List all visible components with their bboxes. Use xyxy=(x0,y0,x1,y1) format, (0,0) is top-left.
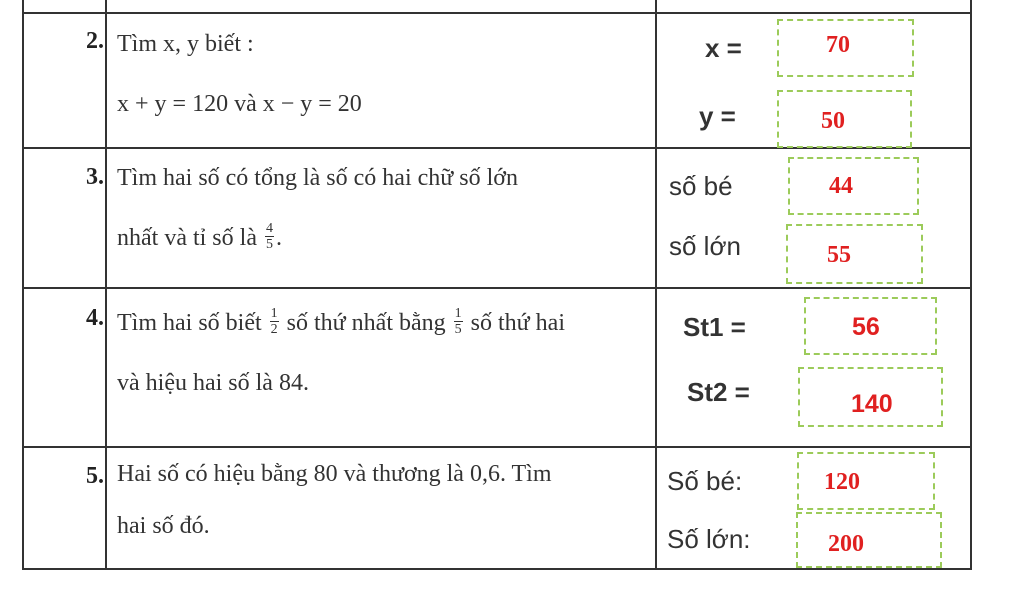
question-text xyxy=(117,14,647,134)
question-text xyxy=(117,448,647,552)
answer-value-small-number-2: 120 xyxy=(824,469,860,495)
question-segment: Tìm hai số biết xyxy=(117,310,262,336)
question-segment: số thứ hai xyxy=(470,310,565,336)
question-line: Hai số có hiệu bằng 80 và thương là 0,6. Tìm xyxy=(117,461,552,487)
answer-box-large-number[interactable] xyxy=(786,224,923,284)
answer-box-small-number-2[interactable] xyxy=(797,452,935,510)
question-number: 2. xyxy=(86,28,104,54)
fraction xyxy=(270,306,279,337)
answer-label-small-number: số bé xyxy=(669,171,733,201)
fraction-numerator: 4 xyxy=(265,220,273,236)
question-segment: số thứ nhất bằng xyxy=(286,310,446,336)
row-divider xyxy=(24,287,970,289)
answer-label-st2: St2 = xyxy=(687,377,750,407)
answer-value-large-number-2: 200 xyxy=(828,531,864,557)
answer-value-small-number: 44 xyxy=(829,173,853,199)
fraction xyxy=(454,306,463,337)
fraction-numerator: 1 xyxy=(454,305,462,321)
answer-value-x: 70 xyxy=(826,32,850,58)
fraction-denominator: 5 xyxy=(454,321,462,337)
fraction-numerator: 1 xyxy=(270,305,278,321)
question-line: Tìm hai số có tổng là số có hai chữ số lớn xyxy=(117,165,518,191)
question-line: hai số đó. xyxy=(117,513,210,539)
answer-label-y: y = xyxy=(699,101,736,131)
question-line: Tìm x, y biết : xyxy=(117,31,254,57)
fraction xyxy=(265,221,274,252)
question-segment: . xyxy=(275,225,282,251)
question-segment: nhất và tỉ số là xyxy=(117,225,257,251)
question-text xyxy=(117,148,647,268)
answer-value-y: 50 xyxy=(821,108,845,134)
answer-label-large-number: số lớn xyxy=(669,231,741,261)
answer-value-st2: 140 xyxy=(851,390,893,418)
question-number: 5. xyxy=(86,463,104,489)
question-line: và hiệu hai số là 84. xyxy=(117,370,309,396)
column-divider xyxy=(105,0,107,568)
answer-box-small-number[interactable] xyxy=(788,157,919,215)
question-number: 3. xyxy=(86,164,104,190)
answer-box-large-number-2[interactable] xyxy=(796,512,942,568)
answer-label-st1: St1 = xyxy=(683,312,746,342)
fraction-denominator: 2 xyxy=(270,321,278,337)
answer-label-small-number-2: Số bé: xyxy=(667,466,743,496)
answer-value-st1: 56 xyxy=(852,313,880,341)
question-line xyxy=(117,208,647,268)
answer-label-large-number-2: Số lớn: xyxy=(667,524,751,554)
fraction-denominator: 5 xyxy=(265,236,273,252)
answer-label-x: x = xyxy=(705,33,742,63)
column-divider xyxy=(655,0,657,568)
question-line xyxy=(117,293,647,353)
question-text xyxy=(117,293,647,413)
answer-value-large-number: 55 xyxy=(827,242,851,268)
question-number: 4. xyxy=(86,305,104,331)
question-line: x + y = 120 và x − y = 20 xyxy=(117,91,362,117)
